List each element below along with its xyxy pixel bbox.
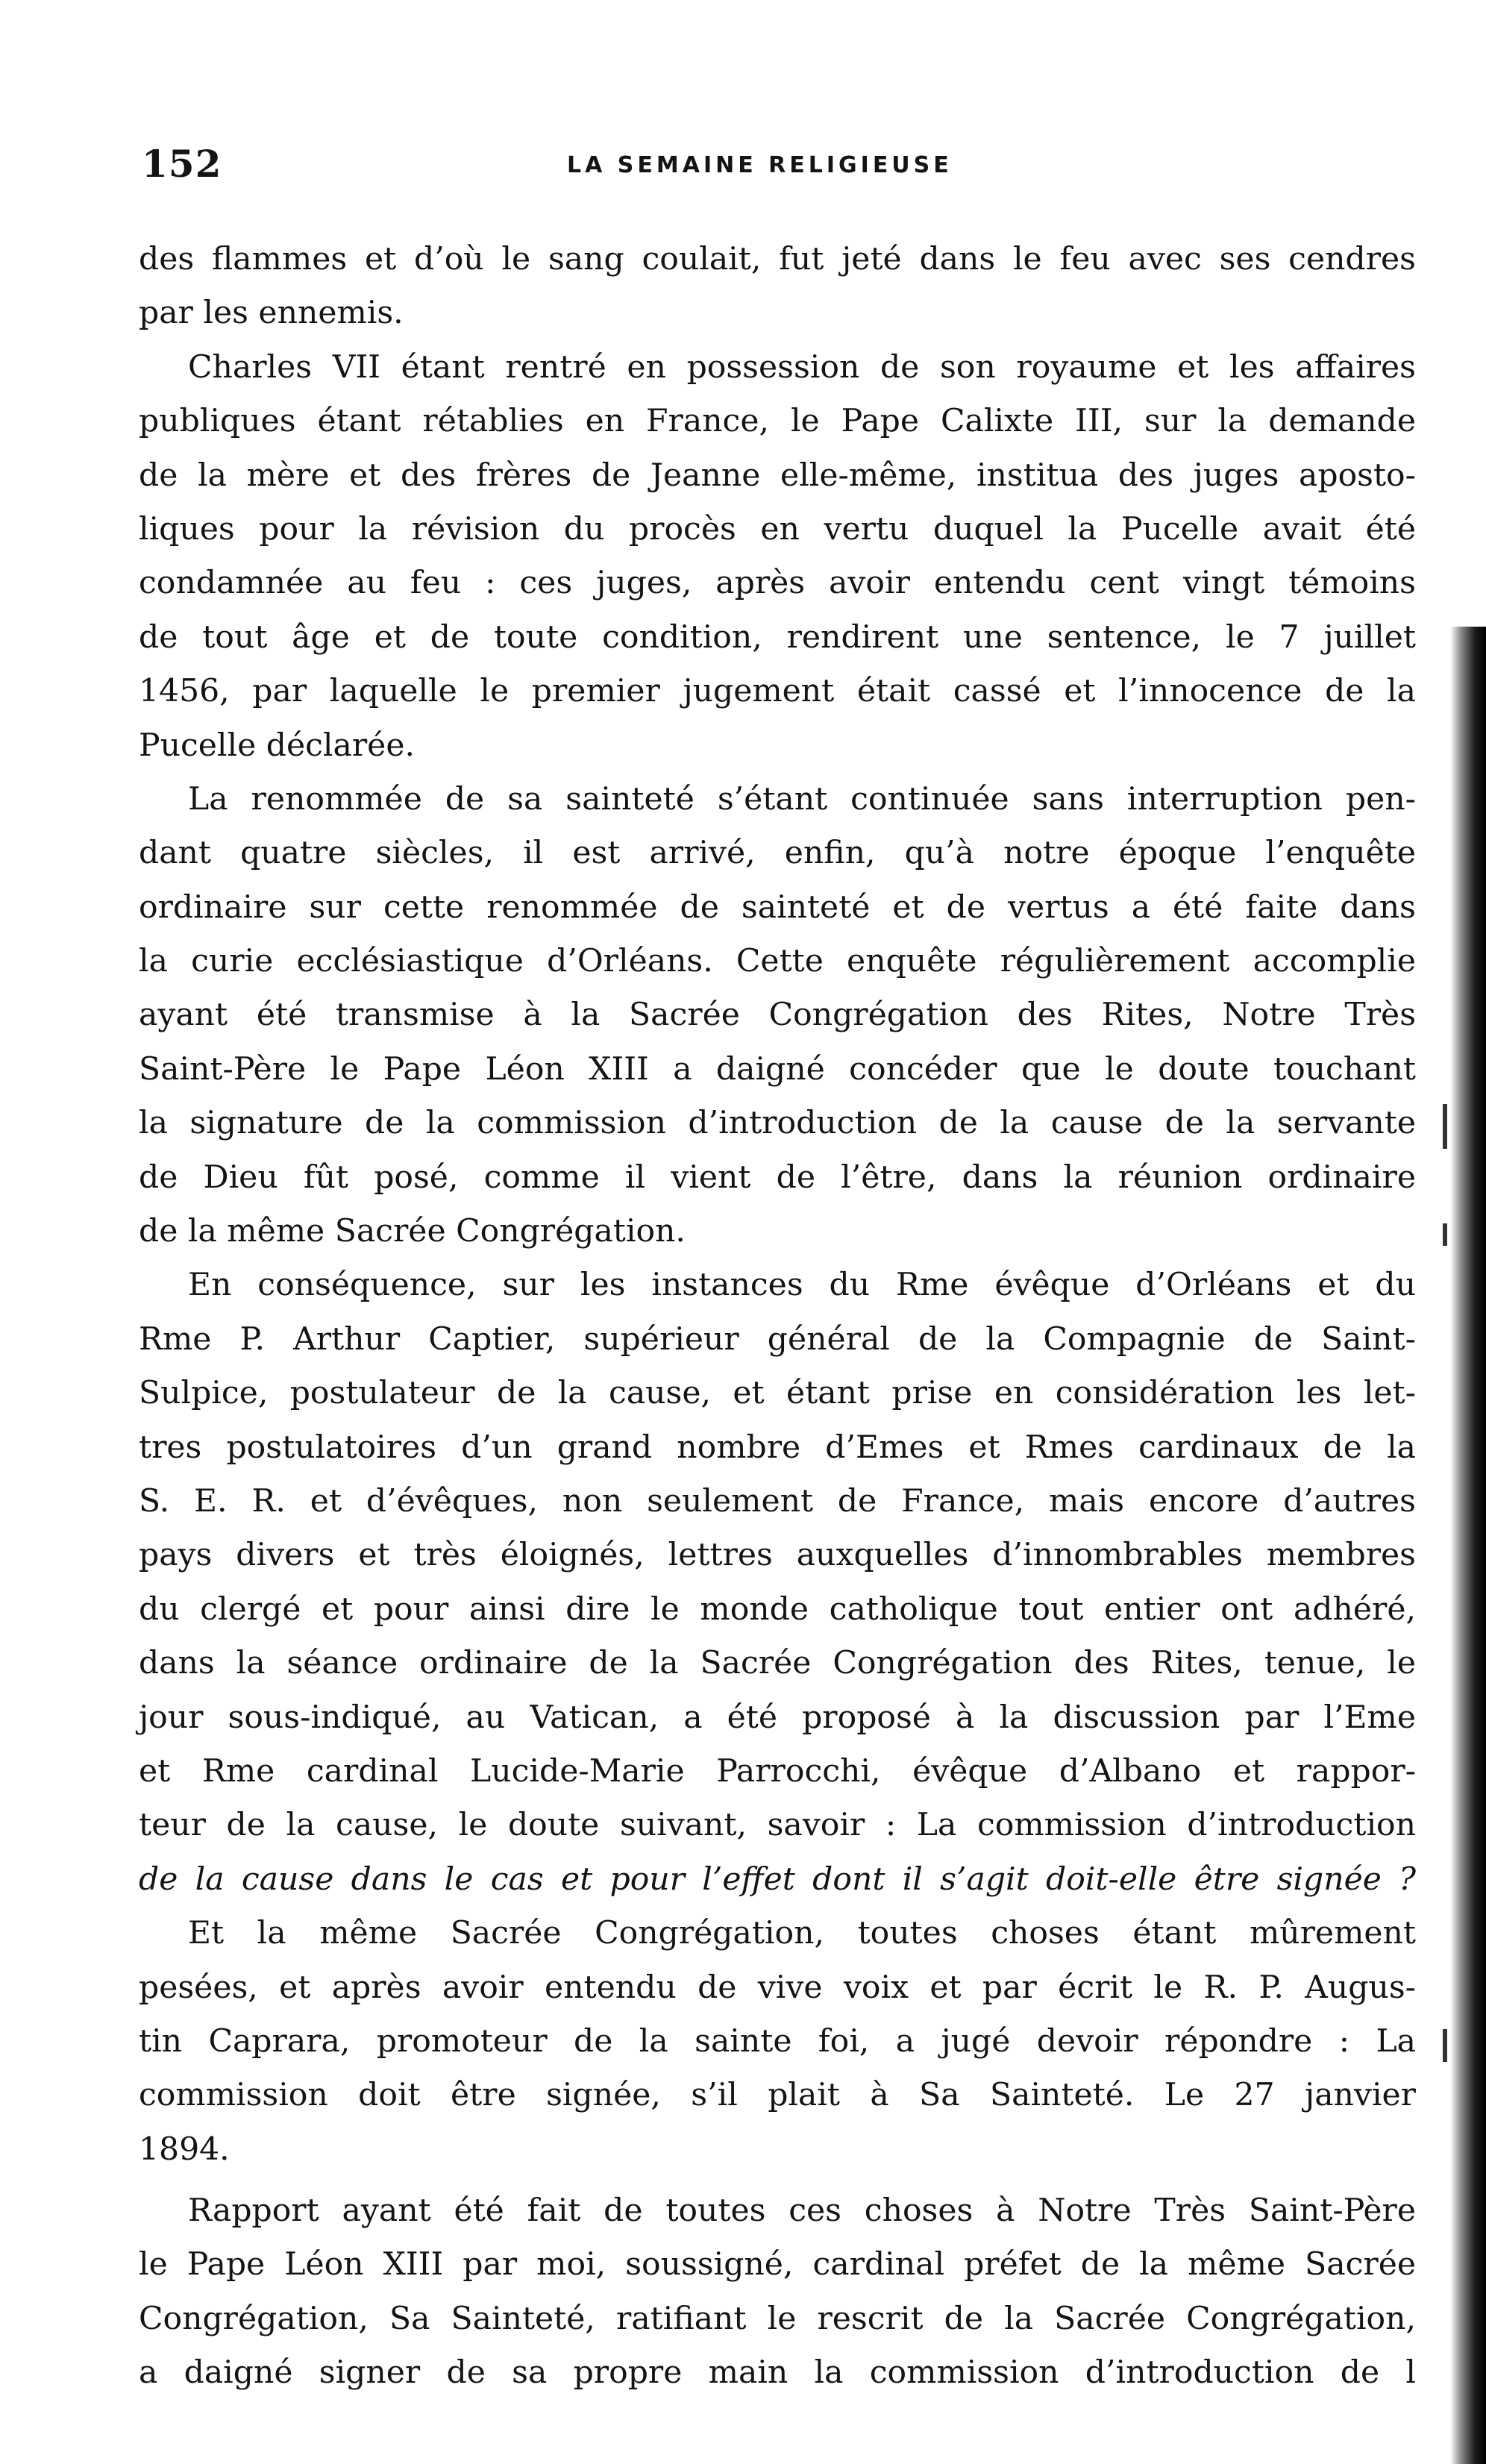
scan-speck xyxy=(1443,1104,1447,1149)
paragraph-start: Rapport ayant été fait de toutes ces choses à Notre Très Saint-Père xyxy=(188,2192,1416,2230)
text-line: publiques étant rétablies en France, le Pape Calixte III, sur la demande xyxy=(139,403,1416,440)
text-line: de tout âge et de toute condition, rendirent une sentence, le 7 juillet xyxy=(139,618,1416,656)
text-line: dans la séance ordinaire de la Sacrée Congrégation des Rites, tenue, le xyxy=(139,1645,1416,1682)
text-line: Pucelle déclarée. xyxy=(139,727,415,764)
text-line: a daigné signer de sa propre main la commission d’introduction de l xyxy=(139,2354,1416,2392)
text-line: Congrégation, Sa Sainteté, ratifiant le rescrit de la Sacrée Congrégation, xyxy=(139,2300,1416,2337)
text-line: ordinaire sur cette renommée de sainteté et de vertus a été faite dans xyxy=(139,888,1416,926)
text-line: par les ennemis. xyxy=(139,295,404,332)
text-line: tin Caprara, promoteur de la sainte foi, a jugé devoir répondre : La xyxy=(139,2022,1416,2060)
running-head: LA SEMAINE RELIGIEUSE xyxy=(567,152,953,178)
text-line: dant quatre siècles, il est arrivé, enfin, qu’à notre époque l’enquête xyxy=(139,835,1416,872)
text-line: pesées, et après avoir entendu de vive voix et par écrit le R. P. Augus- xyxy=(139,1969,1416,2006)
text-line: condamnée au feu : ces juges, après avoir entendu cent vingt témoins xyxy=(139,565,1416,602)
paragraph-start: Et la même Sacrée Congrégation, toutes choses étant mûrement xyxy=(188,1915,1416,1952)
text-line: de Dieu fût posé, comme il vient de l’être, dans la réunion ordinaire xyxy=(139,1159,1416,1196)
body-text xyxy=(139,233,1416,2401)
text-line: tres postulatoires d’un grand nombre d’Emes et Rmes cardinaux de la xyxy=(139,1429,1416,1466)
paragraph-start: Charles VII étant rentré en possession de son royaume et les affaires xyxy=(188,348,1416,386)
text-line: jour sous-indiqué, au Vatican, a été proposé à la discussion par l’Eme xyxy=(139,1699,1416,1736)
text-line: S. E. R. et d’évêques, non seulement de France, mais encore d’autres xyxy=(139,1482,1416,1520)
page-header xyxy=(142,142,1410,201)
text-line: de la même Sacrée Congrégation. xyxy=(139,1213,686,1250)
text-line: la signature de la commission d’introduction de la cause de la servante xyxy=(139,1105,1416,1142)
scan-speck xyxy=(1443,2029,1447,2062)
paragraph-start: La renommée de sa sainteté s’étant continuée sans interruption pen- xyxy=(188,780,1416,818)
scan-speck xyxy=(1443,1223,1447,1246)
text-line: Sulpice, postulateur de la cause, et étant prise en considération les let- xyxy=(139,1375,1416,1412)
text-line: 1894. xyxy=(139,2131,230,2168)
text-line: teur de la cause, le doute suivant, savoir : La commission d’introduction xyxy=(139,1807,1416,1844)
text-line: Saint-Père le Pape Léon XIII a daigné concéder que le doute touchant xyxy=(139,1050,1416,1088)
text-line: la curie ecclésiastique d’Orléans. Cette enquête régulièrement accomplie xyxy=(139,943,1416,980)
text-line: 1456, par laquelle le premier jugement était cassé et l’innocence de la xyxy=(139,673,1416,710)
text-line: ayant été transmise à la Sacrée Congrégation des Rites, Notre Très xyxy=(139,997,1416,1034)
text-line: des flammes et d’où le sang coulait, fut jeté dans le feu avec ses cendres xyxy=(139,241,1416,278)
text-line: et Rme cardinal Lucide-Marie Parrocchi, évêque d’Albano et rappor- xyxy=(139,1752,1416,1790)
text-line: liques pour la révision du procès en vertu duquel la Pucelle avait été xyxy=(139,510,1416,548)
text-line: commission doit être signée, s’il plait à Sa Sainteté. Le 27 janvier xyxy=(139,2077,1416,2114)
italic-text-line: de la cause dans le cas et pour l’effet dont il s’agit doit-elle être signée ? xyxy=(139,1860,1416,1898)
text-line: de la mère et des frères de Jeanne elle-même, institua des juges aposto- xyxy=(139,457,1416,494)
text-line: le Pape Léon XIII par moi, soussigné, cardinal préfet de la même Sacrée xyxy=(139,2246,1416,2283)
scanned-page-edge xyxy=(1450,627,1486,2464)
text-line: pays divers et très éloignés, lettres auxquelles d’innombrables membres xyxy=(139,1537,1416,1574)
page-number: 152 xyxy=(142,142,222,186)
text-line: du clergé et pour ainsi dire le monde catholique tout entier ont adhéré, xyxy=(139,1590,1416,1628)
text-line: Rme P. Arthur Captier, supérieur général de la Compagnie de Saint- xyxy=(139,1320,1416,1358)
paragraph-start: En conséquence, sur les instances du Rme évêque d’Orléans et du xyxy=(188,1267,1416,1304)
